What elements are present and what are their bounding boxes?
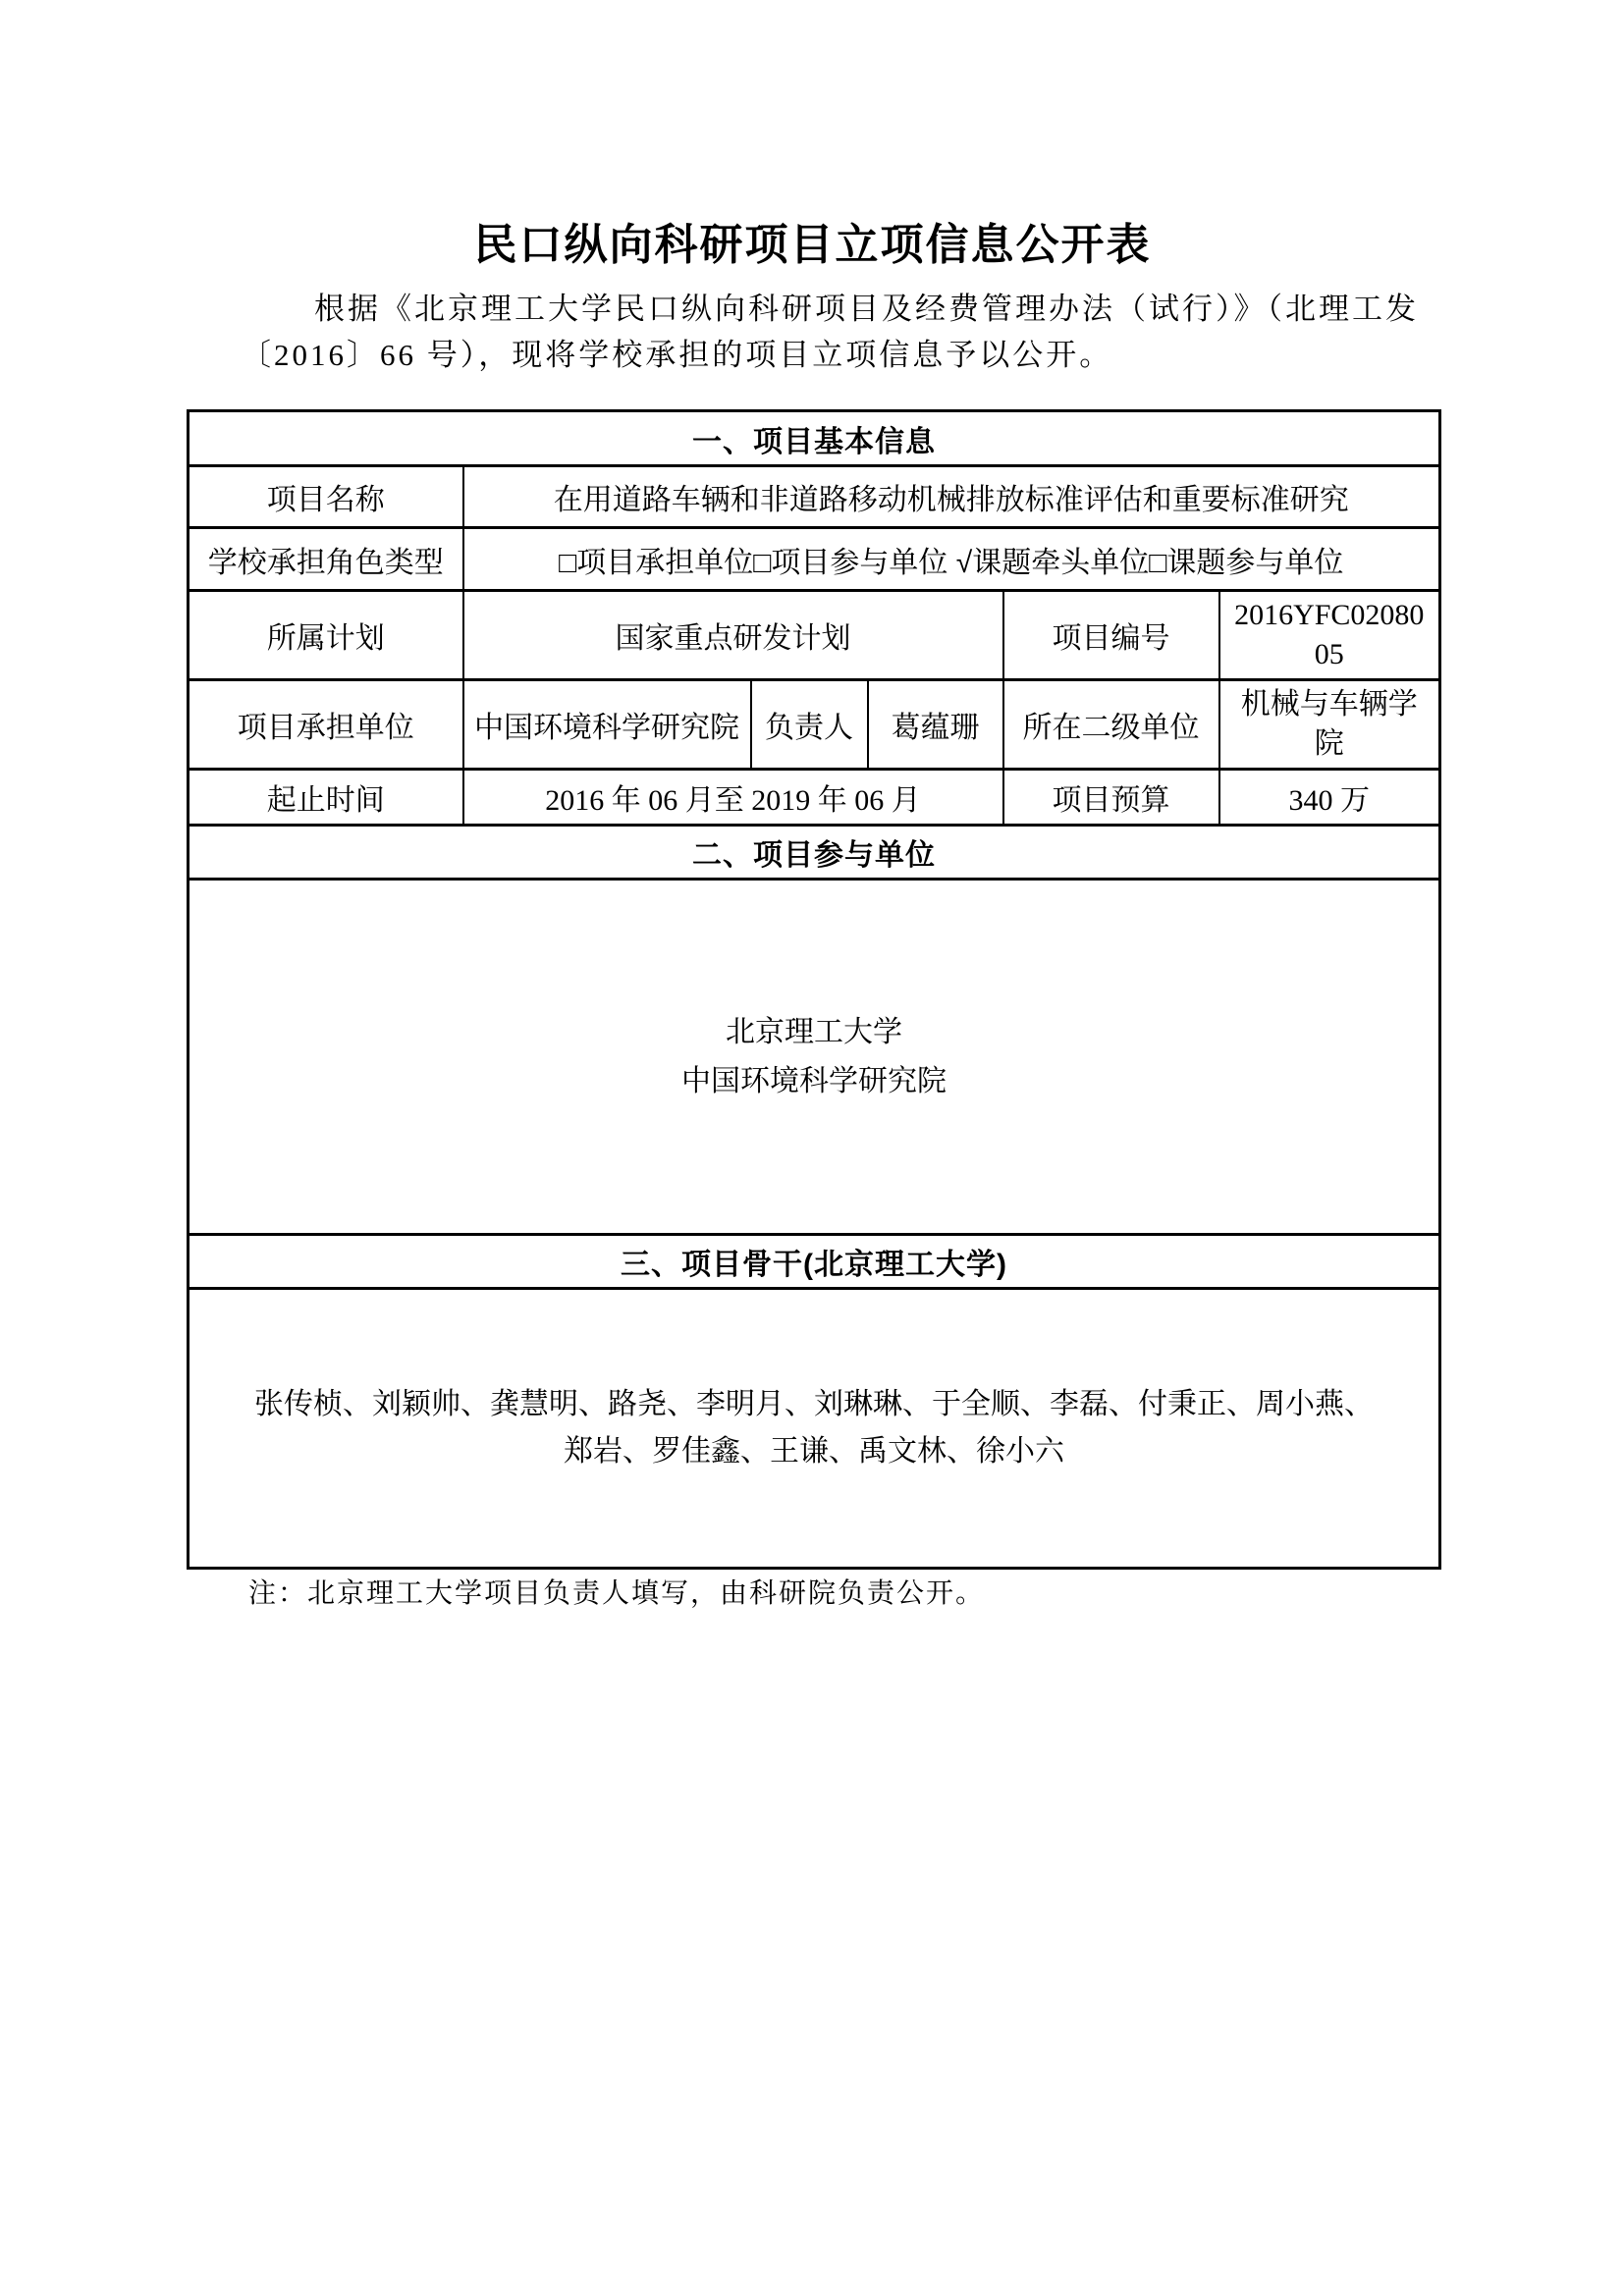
secondary-unit-value: 机械与车辆学院 [1219,680,1440,770]
plan-value: 国家重点研发计划 [463,591,1003,680]
members-line-1: 张传桢、刘颖帅、龚慧明、路尧、李明月、刘琳琳、于全顺、李磊、付秉正、周小燕、 [254,1388,1374,1420]
undertaker-row [189,680,1440,770]
undertaker-value: 中国环境科学研究院 [463,680,751,770]
intro-paragraph [241,286,1429,378]
project-info-table [187,409,1441,1570]
participant-1: 北京理工大学 [726,1015,902,1048]
leader-label: 负责人 [751,680,868,770]
intro-line-2: 〔2016〕66 号），现将学校承担的项目立项信息予以公开。 [241,338,1113,372]
section3-header: 三、项目骨干(北京理工大学) [189,1235,1440,1289]
participants-row [189,880,1440,1235]
plan-row [189,591,1440,680]
intro-line-1: 根据《北京理工大学民口纵向科研项目及经费管理办法（试行）》（北理工发 [314,292,1419,326]
role-type-row [189,528,1440,591]
members-cell [189,1289,1440,1569]
section2-header: 二、项目参与单位 [189,826,1440,880]
section3-header-row [189,1235,1440,1289]
section1-header: 一、项目基本信息 [189,411,1440,466]
project-name-row [189,466,1440,528]
footer-note: 注：北京理工大学项目负责人填写，由科研院负责公开。 [248,1578,986,1609]
section1-header-row [189,411,1440,466]
budget-value: 340 万 [1219,770,1440,826]
duration-label: 起止时间 [189,770,463,826]
project-no-label: 项目编号 [1003,591,1219,680]
role-type-value: □项目承担单位□项目参与单位 √课题牵头单位□课题参与单位 [463,528,1440,591]
project-name-value: 在用道路车辆和非道路移动机械排放标准评估和重要标准研究 [463,466,1440,528]
project-no-value: 2016YFC0208005 [1219,591,1440,680]
members-row [189,1289,1440,1569]
budget-label: 项目预算 [1003,770,1219,826]
members-line-2: 郑岩、罗佳鑫、王谦、禹文林、徐小六 [564,1435,1064,1468]
section2-header-row [189,826,1440,880]
duration-value: 2016 年 06 月至 2019 年 06 月 [463,770,1003,826]
participant-2: 中国环境科学研究院 [681,1064,947,1097]
secondary-unit-label: 所在二级单位 [1003,680,1219,770]
leader-value: 葛蕴珊 [868,680,1003,770]
page-title: 民口纵向科研项目立项信息公开表 [473,221,1152,269]
project-name-label: 项目名称 [189,466,463,528]
role-type-label: 学校承担角色类型 [189,528,463,591]
duration-row [189,770,1440,826]
plan-label: 所属计划 [189,591,463,680]
undertaker-label: 项目承担单位 [189,680,463,770]
participants-cell [189,880,1440,1235]
